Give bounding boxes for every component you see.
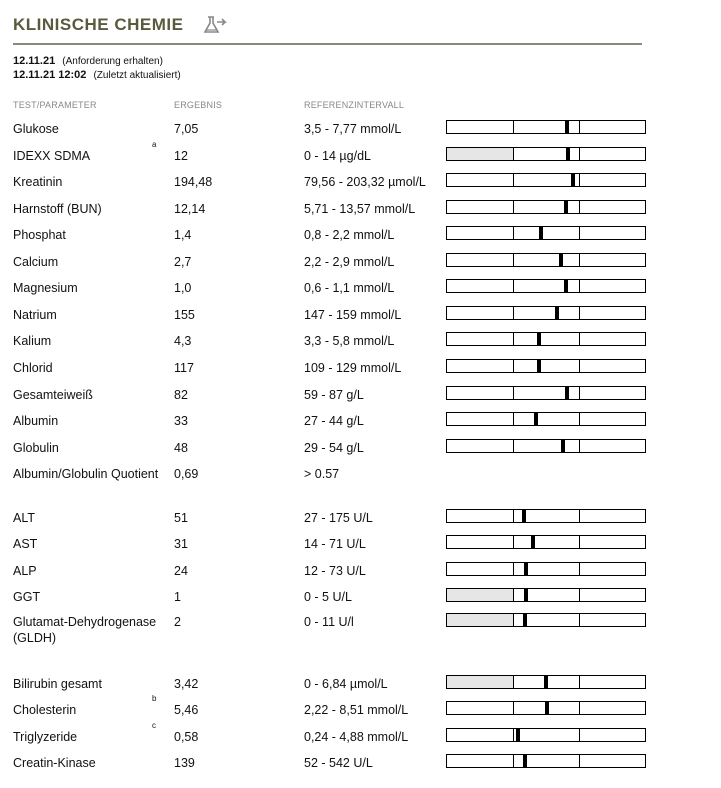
range-bar-divider bbox=[513, 413, 514, 425]
test-name: Gesamteiweiß bbox=[13, 388, 93, 402]
range-bar-divider bbox=[513, 148, 514, 160]
test-name: Magnesium bbox=[13, 281, 78, 295]
range-bar-divider bbox=[579, 755, 580, 767]
test-name: Kreatinin bbox=[13, 175, 63, 189]
reference-range: 0 - 11 U/l bbox=[304, 615, 354, 629]
range-bar-divider bbox=[579, 729, 580, 741]
range-bar-low-zone bbox=[447, 589, 513, 601]
result-value: 1,4 bbox=[174, 228, 192, 242]
range-bar bbox=[446, 754, 646, 768]
test-name: Phosphat bbox=[13, 228, 66, 242]
updated-note: (Zuletzt aktualisiert) bbox=[93, 70, 181, 81]
range-bar bbox=[446, 147, 646, 161]
range-bar-divider bbox=[513, 280, 514, 292]
reference-range: 0,6 - 1,1 mmol/L bbox=[304, 281, 395, 295]
range-bar bbox=[446, 588, 646, 602]
test-name: Chlorid bbox=[13, 361, 53, 375]
range-bar-divider bbox=[579, 614, 580, 626]
column-header-result: ERGEBNIS bbox=[174, 100, 223, 110]
range-bar-divider bbox=[579, 413, 580, 425]
table-row bbox=[0, 174, 721, 200]
range-bar bbox=[446, 226, 646, 240]
test-name: IDEXX SDMA bbox=[13, 149, 91, 163]
reference-range: 52 - 542 U/L bbox=[304, 756, 373, 770]
reference-range: 0 - 6,84 µmol/L bbox=[304, 677, 388, 691]
range-bar-divider bbox=[513, 676, 514, 688]
range-bar-marker bbox=[566, 147, 570, 161]
range-bar bbox=[446, 728, 646, 742]
section-title: KLINISCHE CHEMIE bbox=[13, 15, 184, 34]
reference-range: 2,2 - 2,9 mmol/L bbox=[304, 255, 395, 269]
updated-date: 12.11.21 12:02 bbox=[13, 69, 87, 81]
range-bar bbox=[446, 439, 646, 453]
footnote-marker[interactable]: c bbox=[152, 721, 156, 730]
range-bar bbox=[446, 509, 646, 523]
result-value: 24 bbox=[174, 564, 188, 578]
range-bar-divider bbox=[579, 280, 580, 292]
result-value: 155 bbox=[174, 308, 195, 322]
test-name: Albumin/Globulin Quotient bbox=[13, 467, 159, 481]
range-bar-divider bbox=[579, 201, 580, 213]
received-note: (Anforderung erhalten) bbox=[62, 56, 163, 67]
result-value: 12 bbox=[174, 149, 188, 163]
range-bar-marker bbox=[537, 332, 541, 346]
test-name: Albumin bbox=[13, 414, 59, 428]
result-value: 48 bbox=[174, 441, 188, 455]
range-bar-marker bbox=[534, 412, 538, 426]
table-row bbox=[0, 360, 721, 386]
range-bar-marker bbox=[523, 613, 527, 627]
range-bar-divider bbox=[513, 121, 514, 133]
table-row bbox=[0, 536, 721, 562]
range-bar-divider bbox=[579, 440, 580, 452]
test-name: Creatin-Kinase bbox=[13, 756, 96, 770]
range-bar-divider bbox=[513, 614, 514, 626]
table-row bbox=[0, 721, 721, 755]
result-value: 194,48 bbox=[174, 175, 213, 189]
test-name: ALT bbox=[13, 511, 35, 525]
range-bar bbox=[446, 701, 646, 715]
result-value: 0,69 bbox=[174, 467, 199, 481]
range-bar-divider bbox=[579, 702, 580, 714]
range-bar-divider bbox=[513, 201, 514, 213]
result-value: 1,0 bbox=[174, 281, 192, 295]
range-bar bbox=[446, 306, 646, 320]
table-row bbox=[0, 254, 721, 280]
result-value: 2,7 bbox=[174, 255, 192, 269]
table-row bbox=[0, 413, 721, 439]
range-bar-marker bbox=[545, 701, 549, 715]
table-row bbox=[0, 589, 721, 615]
reference-range: 27 - 44 g/L bbox=[304, 414, 364, 428]
test-name: Kalium bbox=[13, 334, 52, 348]
footnote-marker[interactable]: a bbox=[152, 140, 157, 149]
test-name: Bilirubin gesamt bbox=[13, 677, 102, 691]
reference-range: 5,71 - 13,57 mmol/L bbox=[304, 202, 416, 216]
range-bar bbox=[446, 173, 646, 187]
range-bar-divider bbox=[579, 387, 580, 399]
table-row bbox=[0, 227, 721, 253]
range-bar bbox=[446, 120, 646, 134]
range-bar bbox=[446, 386, 646, 400]
range-bar bbox=[446, 200, 646, 214]
range-bar bbox=[446, 675, 646, 689]
range-bar-marker bbox=[524, 562, 528, 576]
table-row bbox=[0, 563, 721, 589]
result-value: 139 bbox=[174, 756, 195, 770]
reference-range: 0 - 14 µg/dL bbox=[304, 149, 371, 163]
test-name: ALP bbox=[13, 564, 37, 578]
range-bar-divider bbox=[513, 254, 514, 266]
range-bar-divider bbox=[579, 360, 580, 372]
title-divider bbox=[13, 43, 642, 45]
range-bar-divider bbox=[579, 174, 580, 186]
test-name: Natrium bbox=[13, 308, 57, 322]
reference-range: 3,3 - 5,8 mmol/L bbox=[304, 334, 395, 348]
table-row bbox=[0, 121, 721, 147]
column-header-test: TEST/PARAMETER bbox=[13, 100, 97, 110]
reference-range: 12 - 73 U/L bbox=[304, 564, 366, 578]
test-name: Triglyzeride bbox=[13, 730, 78, 744]
reference-range: 14 - 71 U/L bbox=[304, 537, 366, 551]
table-row bbox=[0, 694, 721, 728]
range-bar-divider bbox=[513, 729, 514, 741]
range-bar bbox=[446, 535, 646, 549]
received-line bbox=[13, 55, 163, 67]
range-bar-marker bbox=[522, 509, 526, 523]
result-value: 82 bbox=[174, 388, 188, 402]
result-value: 31 bbox=[174, 537, 188, 551]
range-bar-divider bbox=[513, 360, 514, 372]
range-bar-divider bbox=[513, 333, 514, 345]
range-bar-divider bbox=[579, 148, 580, 160]
test-name: Calcium bbox=[13, 255, 59, 269]
range-bar-marker bbox=[564, 279, 568, 293]
range-bar-divider bbox=[513, 755, 514, 767]
updated-line bbox=[13, 69, 181, 81]
range-bar-marker bbox=[559, 253, 563, 267]
result-value: 2 bbox=[174, 615, 181, 629]
range-bar-low-zone bbox=[447, 614, 513, 626]
result-value: 51 bbox=[174, 511, 188, 525]
range-bar-divider bbox=[579, 121, 580, 133]
test-name: Glukose bbox=[13, 122, 59, 136]
test-name: Harnstoff (BUN) bbox=[13, 202, 102, 216]
range-bar bbox=[446, 332, 646, 346]
range-bar-divider bbox=[579, 536, 580, 548]
range-bar-divider bbox=[513, 307, 514, 319]
footnote-marker[interactable]: b bbox=[152, 694, 157, 703]
received-date: 12.11.21 bbox=[13, 55, 56, 67]
reference-range: 147 - 159 mmol/L bbox=[304, 308, 402, 322]
table-row bbox=[0, 140, 721, 174]
range-bar bbox=[446, 279, 646, 293]
range-bar-divider bbox=[513, 227, 514, 239]
reference-range: 27 - 175 U/L bbox=[304, 511, 373, 525]
range-bar-divider bbox=[513, 387, 514, 399]
result-value: 33 bbox=[174, 414, 188, 428]
range-bar bbox=[446, 412, 646, 426]
range-bar-low-zone bbox=[447, 676, 513, 688]
range-bar-marker bbox=[524, 588, 528, 602]
range-bar-marker bbox=[516, 728, 520, 742]
range-bar-marker bbox=[555, 306, 559, 320]
range-bar-divider bbox=[513, 563, 514, 575]
range-bar-marker bbox=[537, 359, 541, 373]
reference-range: 0,24 - 4,88 mmol/L bbox=[304, 730, 409, 744]
range-bar bbox=[446, 562, 646, 576]
range-bar-marker bbox=[523, 754, 527, 768]
test-name: Cholesterin bbox=[13, 703, 77, 717]
table-row bbox=[0, 614, 721, 645]
test-name: GGT bbox=[13, 590, 41, 604]
table-row bbox=[0, 440, 721, 466]
table-row bbox=[0, 387, 721, 413]
range-bar-marker bbox=[565, 120, 569, 134]
range-bar bbox=[446, 613, 646, 627]
reference-range: 2,22 - 8,51 mmol/L bbox=[304, 703, 409, 717]
reference-range: 59 - 87 g/L bbox=[304, 388, 364, 402]
range-bar-divider bbox=[513, 702, 514, 714]
range-bar-divider bbox=[513, 440, 514, 452]
range-bar-marker bbox=[531, 535, 535, 549]
table-row bbox=[0, 201, 721, 227]
range-bar-marker bbox=[544, 675, 548, 689]
range-bar bbox=[446, 253, 646, 267]
table-row bbox=[0, 510, 721, 536]
range-bar bbox=[446, 359, 646, 373]
range-bar-divider bbox=[579, 254, 580, 266]
flask-arrow-icon[interactable] bbox=[202, 13, 230, 37]
range-bar-divider bbox=[513, 510, 514, 522]
result-value: 5,46 bbox=[174, 703, 199, 717]
table-row bbox=[0, 755, 721, 781]
result-value: 0,58 bbox=[174, 730, 199, 744]
reference-range: 3,5 - 7,77 mmol/L bbox=[304, 122, 402, 136]
range-bar-divider bbox=[579, 510, 580, 522]
reference-range: 109 - 129 mmol/L bbox=[304, 361, 402, 375]
table-row bbox=[0, 466, 721, 492]
range-bar-divider bbox=[579, 333, 580, 345]
result-value: 3,42 bbox=[174, 677, 199, 691]
test-name: Globulin bbox=[13, 441, 59, 455]
range-bar-marker bbox=[561, 439, 565, 453]
range-bar-divider bbox=[579, 589, 580, 601]
reference-range: > 0.57 bbox=[304, 467, 340, 481]
result-value: 117 bbox=[174, 361, 194, 375]
reference-range: 79,56 - 203,32 µmol/L bbox=[304, 175, 426, 189]
reference-range: 0 - 5 U/L bbox=[304, 590, 352, 604]
range-bar-divider bbox=[579, 227, 580, 239]
range-bar-marker bbox=[539, 226, 543, 240]
range-bar-divider bbox=[579, 676, 580, 688]
table-row bbox=[0, 307, 721, 333]
range-bar-divider bbox=[513, 174, 514, 186]
result-value: 7,05 bbox=[174, 122, 199, 136]
table-row bbox=[0, 333, 721, 359]
result-value: 12,14 bbox=[174, 202, 206, 216]
test-name: Glutamat-Dehydrogenase (GLDH) bbox=[13, 615, 157, 645]
range-bar-low-zone bbox=[447, 148, 513, 160]
test-name: AST bbox=[13, 537, 38, 551]
reference-range: 29 - 54 g/L bbox=[304, 441, 364, 455]
table-row bbox=[0, 676, 721, 702]
range-bar-divider bbox=[579, 307, 580, 319]
range-bar-divider bbox=[513, 536, 514, 548]
reference-range: 0,8 - 2,2 mmol/L bbox=[304, 228, 395, 242]
column-header-reference: REFERENZINTERVALL bbox=[304, 100, 405, 110]
table-row bbox=[0, 280, 721, 306]
result-value: 1 bbox=[174, 590, 181, 604]
range-bar-marker bbox=[564, 200, 568, 214]
range-bar-divider bbox=[579, 563, 580, 575]
range-bar-marker bbox=[571, 173, 575, 187]
range-bar-marker bbox=[565, 386, 569, 400]
result-value: 4,3 bbox=[174, 334, 192, 348]
range-bar-divider bbox=[513, 589, 514, 601]
